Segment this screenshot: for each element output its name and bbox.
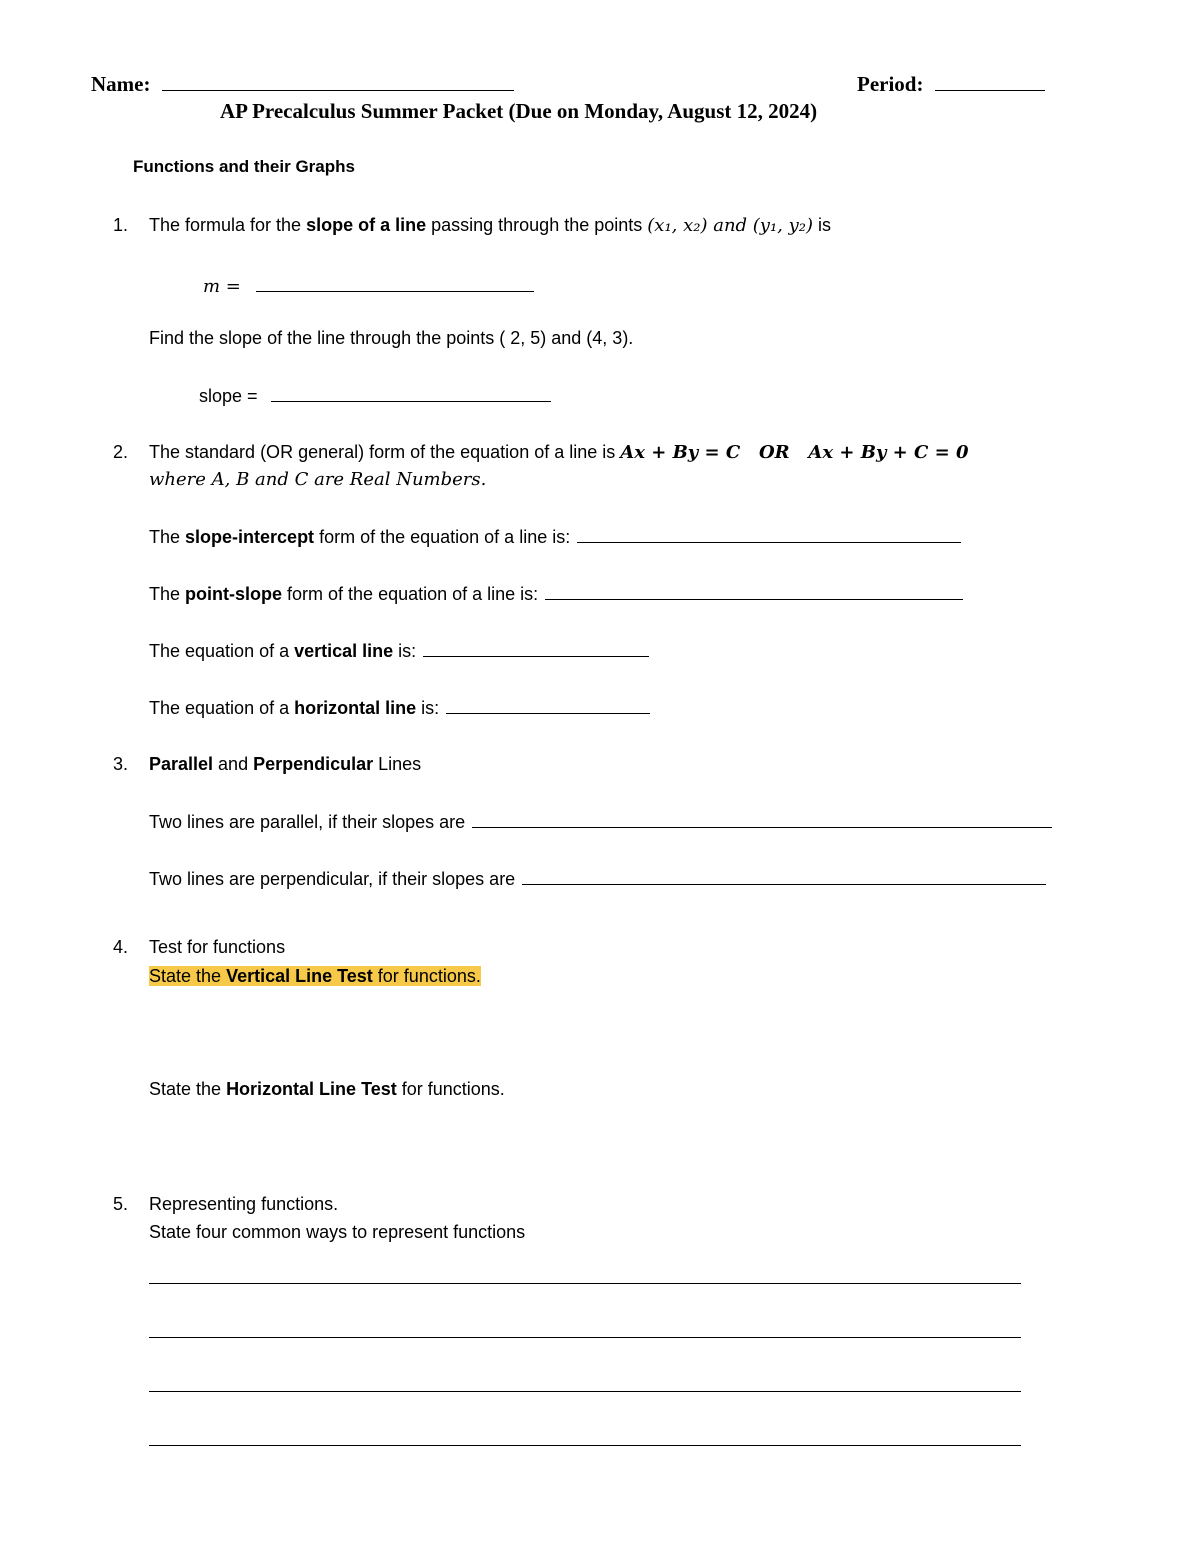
hlt-pre: State the [149, 1079, 227, 1099]
question-number-5: 5. [113, 1194, 129, 1214]
m-blank[interactable] [256, 275, 534, 292]
q1-intro-end: is [813, 215, 832, 235]
horizontal-line-blank[interactable] [446, 697, 650, 714]
q3-title-perpendicular: Perpendicular [253, 754, 374, 774]
q2-si-post: form of the equation of a line is: [314, 527, 571, 547]
q2-ps-post: form of the equation of a line is: [282, 584, 539, 604]
q4-title: Test for functions [149, 937, 286, 957]
q2-h-post: is: [416, 698, 440, 718]
question-number-1: 1. [113, 215, 129, 235]
hlt-bold: Horizontal Line Test [226, 1079, 397, 1099]
slope-label: slope = [199, 386, 258, 406]
q5-title: Representing functions. [149, 1194, 339, 1214]
q1-intro-bold: slope of a line [306, 215, 427, 235]
q2-v-bold: vertical line [294, 641, 394, 661]
q2-standard-text: The standard (OR general) form of the equation of a line is [149, 442, 621, 462]
slope-intercept-blank[interactable] [577, 526, 961, 543]
q3-perpendicular-text: Two lines are perpendicular, if their slopes are [149, 869, 516, 889]
perpendicular-blank[interactable] [522, 868, 1046, 885]
vlt-bold: Vertical Line Test [226, 966, 373, 986]
q1-m-answer [203, 275, 534, 296]
q2-ps-bold: point-slope [185, 584, 283, 604]
q1-slope-answer [199, 385, 551, 405]
q1-intro-text-2: passing through the points [426, 215, 648, 235]
slope-blank[interactable] [271, 385, 551, 402]
hlt-post: for functions. [396, 1079, 505, 1099]
q2-h-pre: The equation of a [149, 698, 295, 718]
q3-perpendicular [149, 868, 1046, 888]
question-number-2: 2. [113, 442, 129, 462]
q3-title [149, 755, 421, 773]
q3-parallel-text: Two lines are parallel, if their slopes are [149, 812, 466, 832]
q2-si-pre: The [149, 527, 186, 547]
q2-standard [149, 443, 969, 462]
q2-slope-intercept [149, 526, 961, 546]
m-label: m = [203, 276, 241, 297]
name-label: Name: [91, 72, 151, 96]
page-title: AP Precalculus Summer Packet (Due on Monday, August 12, 2024) [220, 99, 818, 123]
q1-intro [149, 216, 831, 235]
parallel-blank[interactable] [472, 811, 1052, 828]
answer-line-1[interactable] [149, 1283, 1021, 1284]
answer-line-4[interactable] [149, 1445, 1021, 1446]
q2-v-post: is: [393, 641, 417, 661]
point-slope-blank[interactable] [545, 583, 963, 600]
answer-line-2[interactable] [149, 1337, 1021, 1338]
vertical-line-blank[interactable] [423, 640, 649, 657]
period-field [857, 74, 1045, 95]
q2-ps-pre: The [149, 584, 186, 604]
q1-find [149, 329, 633, 347]
q3-title-and: and [213, 754, 254, 774]
period-blank[interactable] [935, 74, 1045, 91]
name-field [91, 74, 514, 95]
q3-parallel [149, 811, 1052, 831]
q4-horizontal-line-test [149, 1080, 505, 1098]
vlt-highlight [149, 966, 481, 986]
q2-v-pre: The equation of a [149, 641, 295, 661]
vlt-pre: State the [149, 966, 227, 986]
q1-find-text: Find the slope of the line through the points [149, 328, 500, 348]
q1-find-points: ( 2, 5) and (4, 3). [499, 328, 634, 348]
q2-point-slope [149, 583, 963, 603]
q4-vertical-line-test [149, 967, 481, 985]
question-number-3: 3. [113, 754, 129, 774]
q1-points-math: (x₁, x₂) and (y₁, y₂) [647, 215, 814, 236]
period-label: Period: [857, 72, 924, 96]
name-blank[interactable] [162, 74, 514, 91]
q2-where: where A, B and C are Real Numbers. [149, 469, 487, 490]
q2-si-bold: slope-intercept [185, 527, 315, 547]
q3-title-lines: Lines [373, 754, 422, 774]
q3-title-parallel: Parallel [149, 754, 214, 774]
q2-horizontal [149, 697, 650, 717]
q2-vertical [149, 640, 649, 660]
q2-standard-math: Ax + By = C OR Ax + By + C = 0 [620, 442, 969, 463]
q1-intro-text: The formula for the [149, 215, 307, 235]
answer-line-3[interactable] [149, 1391, 1021, 1392]
vlt-post: for functions. [372, 966, 481, 986]
q2-h-bold: horizontal line [294, 698, 417, 718]
section-title: Functions and their Graphs [133, 157, 355, 176]
q5-prompt: State four common ways to represent functions [149, 1222, 526, 1242]
question-number-4: 4. [113, 937, 129, 957]
